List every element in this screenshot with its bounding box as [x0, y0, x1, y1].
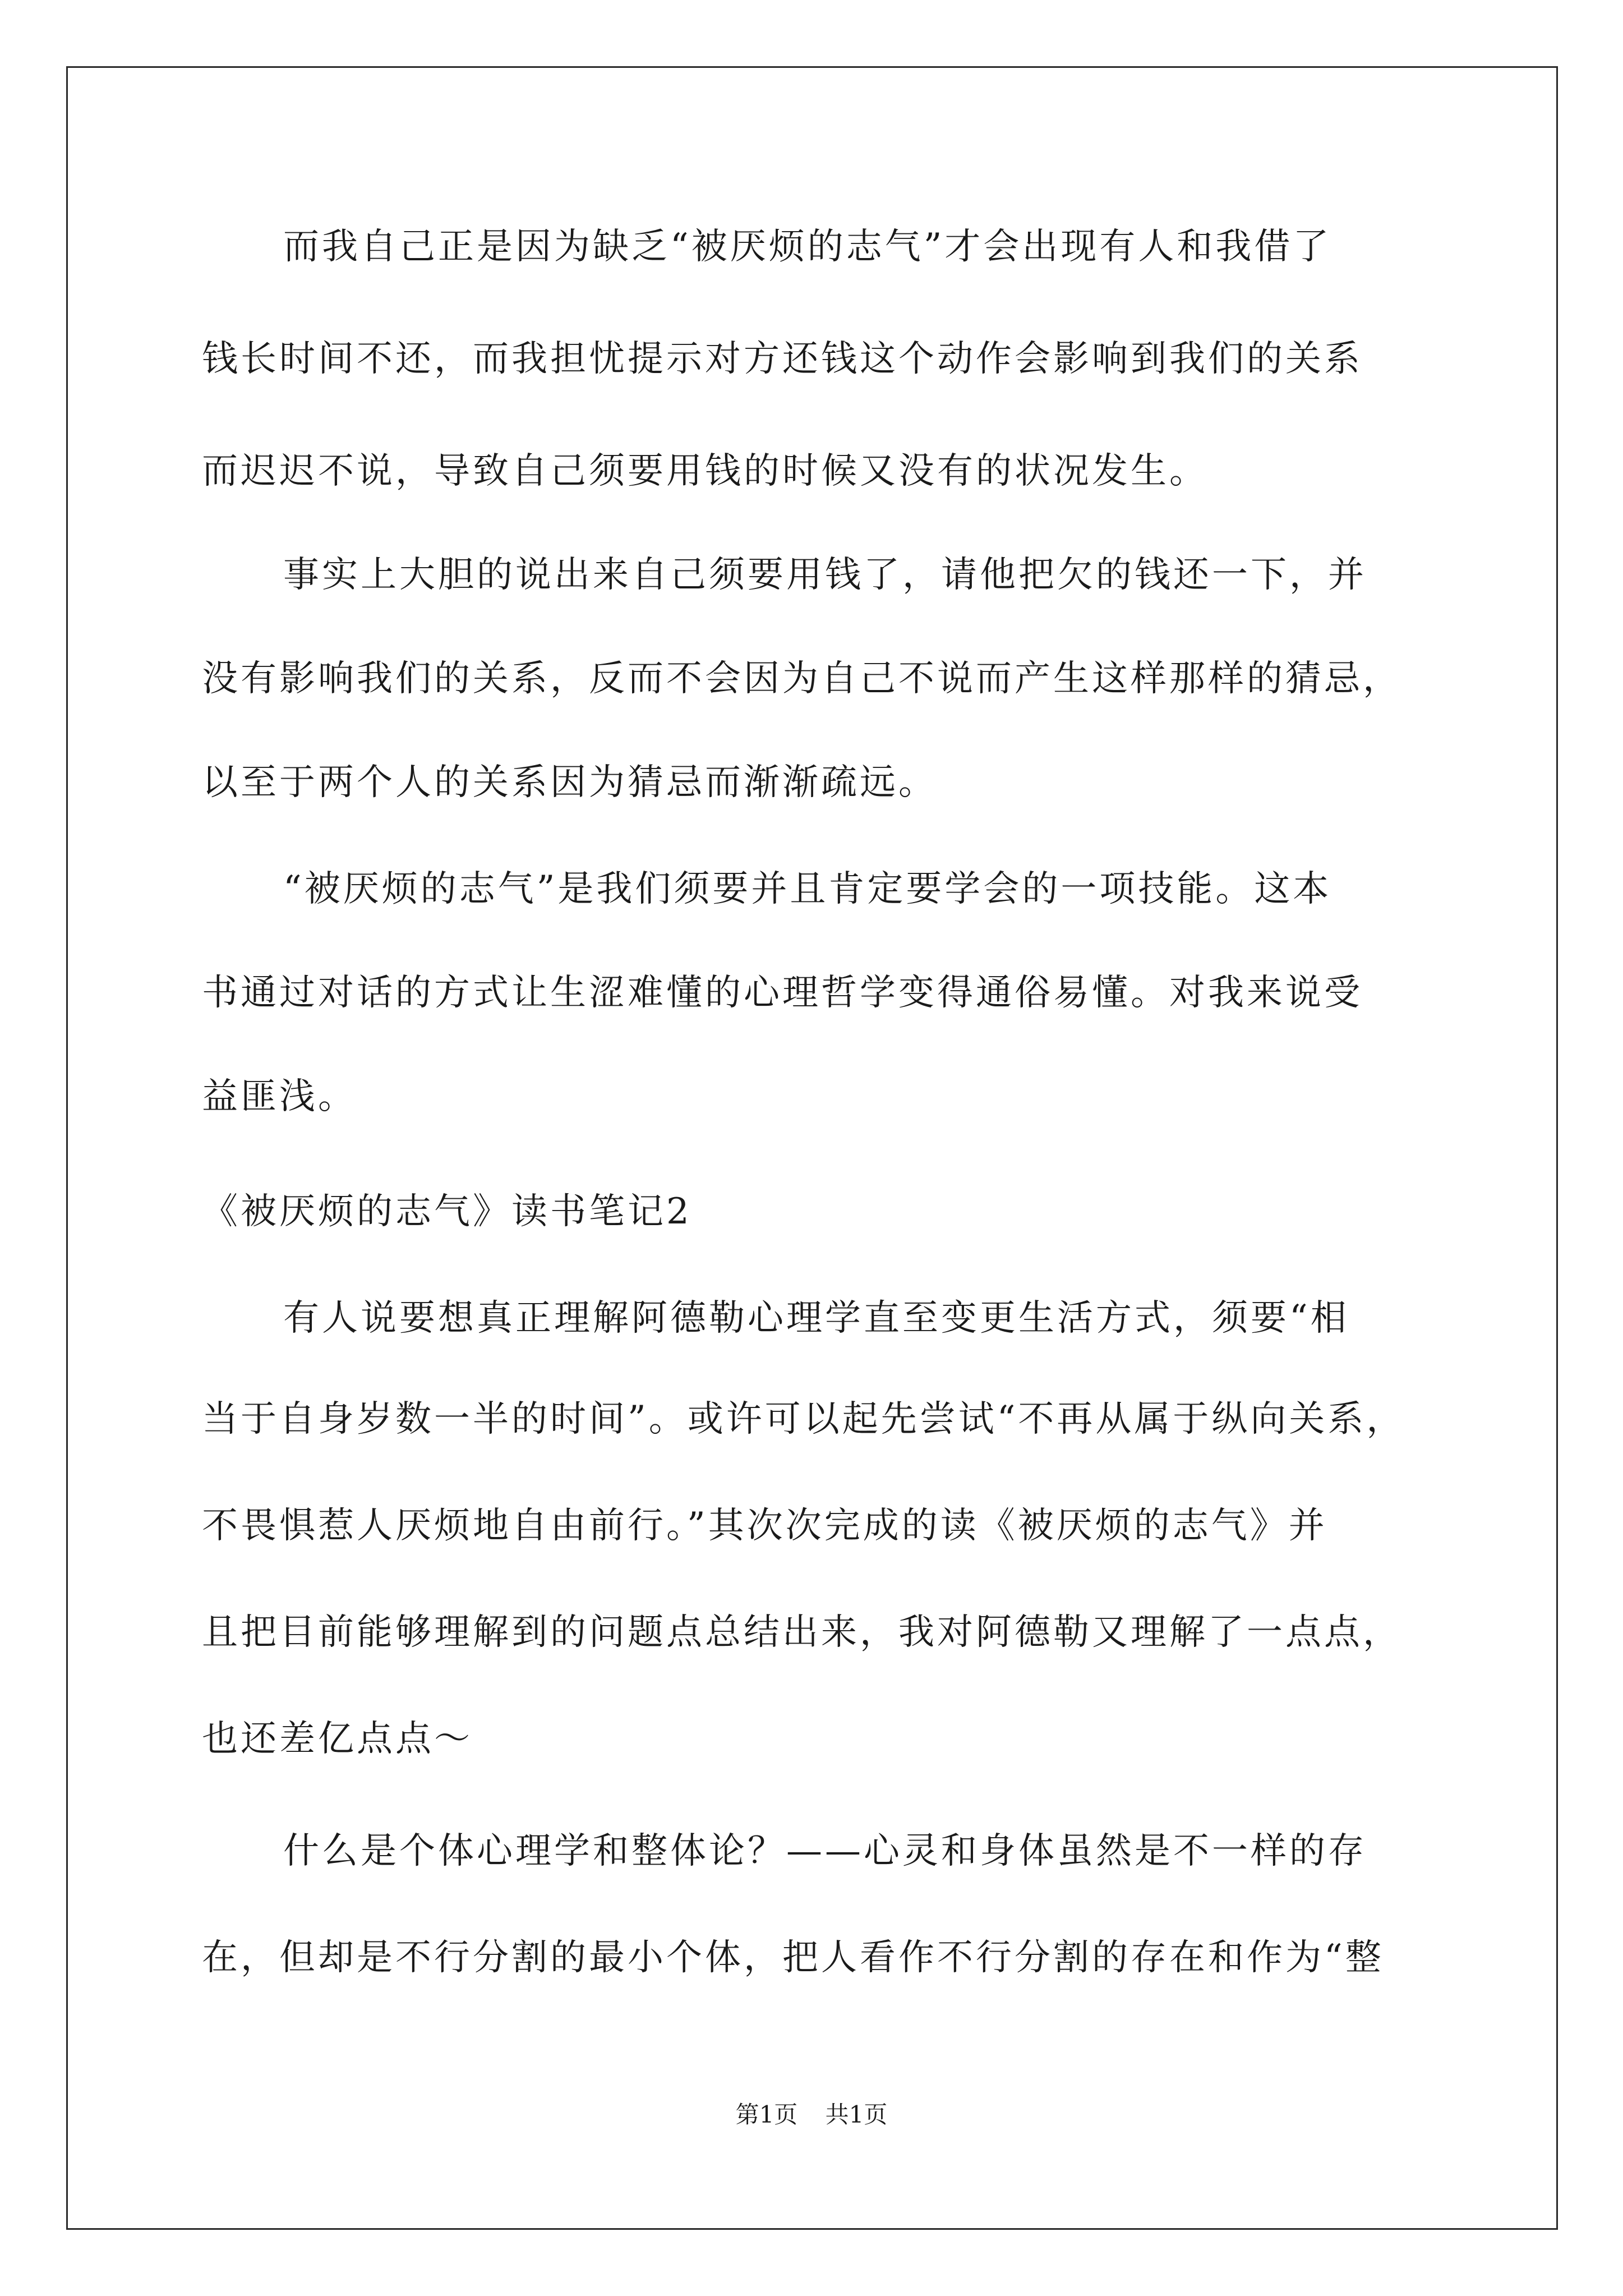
page-total: 共1页 [825, 2101, 888, 2128]
page-border [66, 66, 1558, 2230]
text-line: 以至于两个人的关系因为猜忌而渐渐疏远。 [202, 762, 937, 803]
text-line: 有人说要想真正理解阿德勒心理学直至变更生活方式，须要“相 [283, 1297, 1349, 1339]
page-number: 第1页 [735, 2101, 798, 2128]
page-footer [0, 2101, 1623, 2129]
text-line: 而我自己正是因为缺乏“被厌烦的志气”才会出现有人和我借了 [283, 226, 1332, 268]
text-line: 且把目前能够理解到的问题点总结出来，我对阿德勒又理解了一点点， [202, 1612, 1401, 1653]
text-line: 书通过对话的方式让生涩难懂的心理哲学变得通俗易懂。对我来说受 [202, 972, 1363, 1014]
text-line: 不畏惧惹人厌烦地自由前行。”其次次完成的读《被厌烦的志气》并 [202, 1505, 1327, 1547]
text-line: 当于自身岁数一半的时间”。或许可以起先尝试“不再从属于纵向关系， [202, 1398, 1405, 1440]
text-line: “被厌烦的志气”是我们须要并且肯定要学会的一项技能。这本 [283, 868, 1332, 910]
text-line: 益匪浅。 [202, 1076, 357, 1117]
section-heading: 《被厌烦的志气》读书笔记2 [202, 1191, 692, 1232]
text-line: 在，但却是不行分割的最小个体，把人看作不行分割的存在和作为“整 [202, 1937, 1384, 1978]
text-line: 什么是个体心理学和整体论？——心灵和身体虽然是不一样的存 [283, 1830, 1367, 1872]
text-line: 而迟迟不说，导致自己须要用钱的时候又没有的状况发生。 [202, 450, 1208, 492]
text-line: 也还差亿点点～ [202, 1718, 473, 1760]
text-line: 没有影响我们的关系，反而不会因为自己不说而产生这样那样的猜忌， [202, 658, 1401, 700]
text-line: 钱长时间不还，而我担忧提示对方还钱这个动作会影响到我们的关系 [202, 338, 1363, 380]
text-line: 事实上大胆的说出来自己须要用钱了，请他把欠的钱还一下，并 [283, 554, 1367, 596]
